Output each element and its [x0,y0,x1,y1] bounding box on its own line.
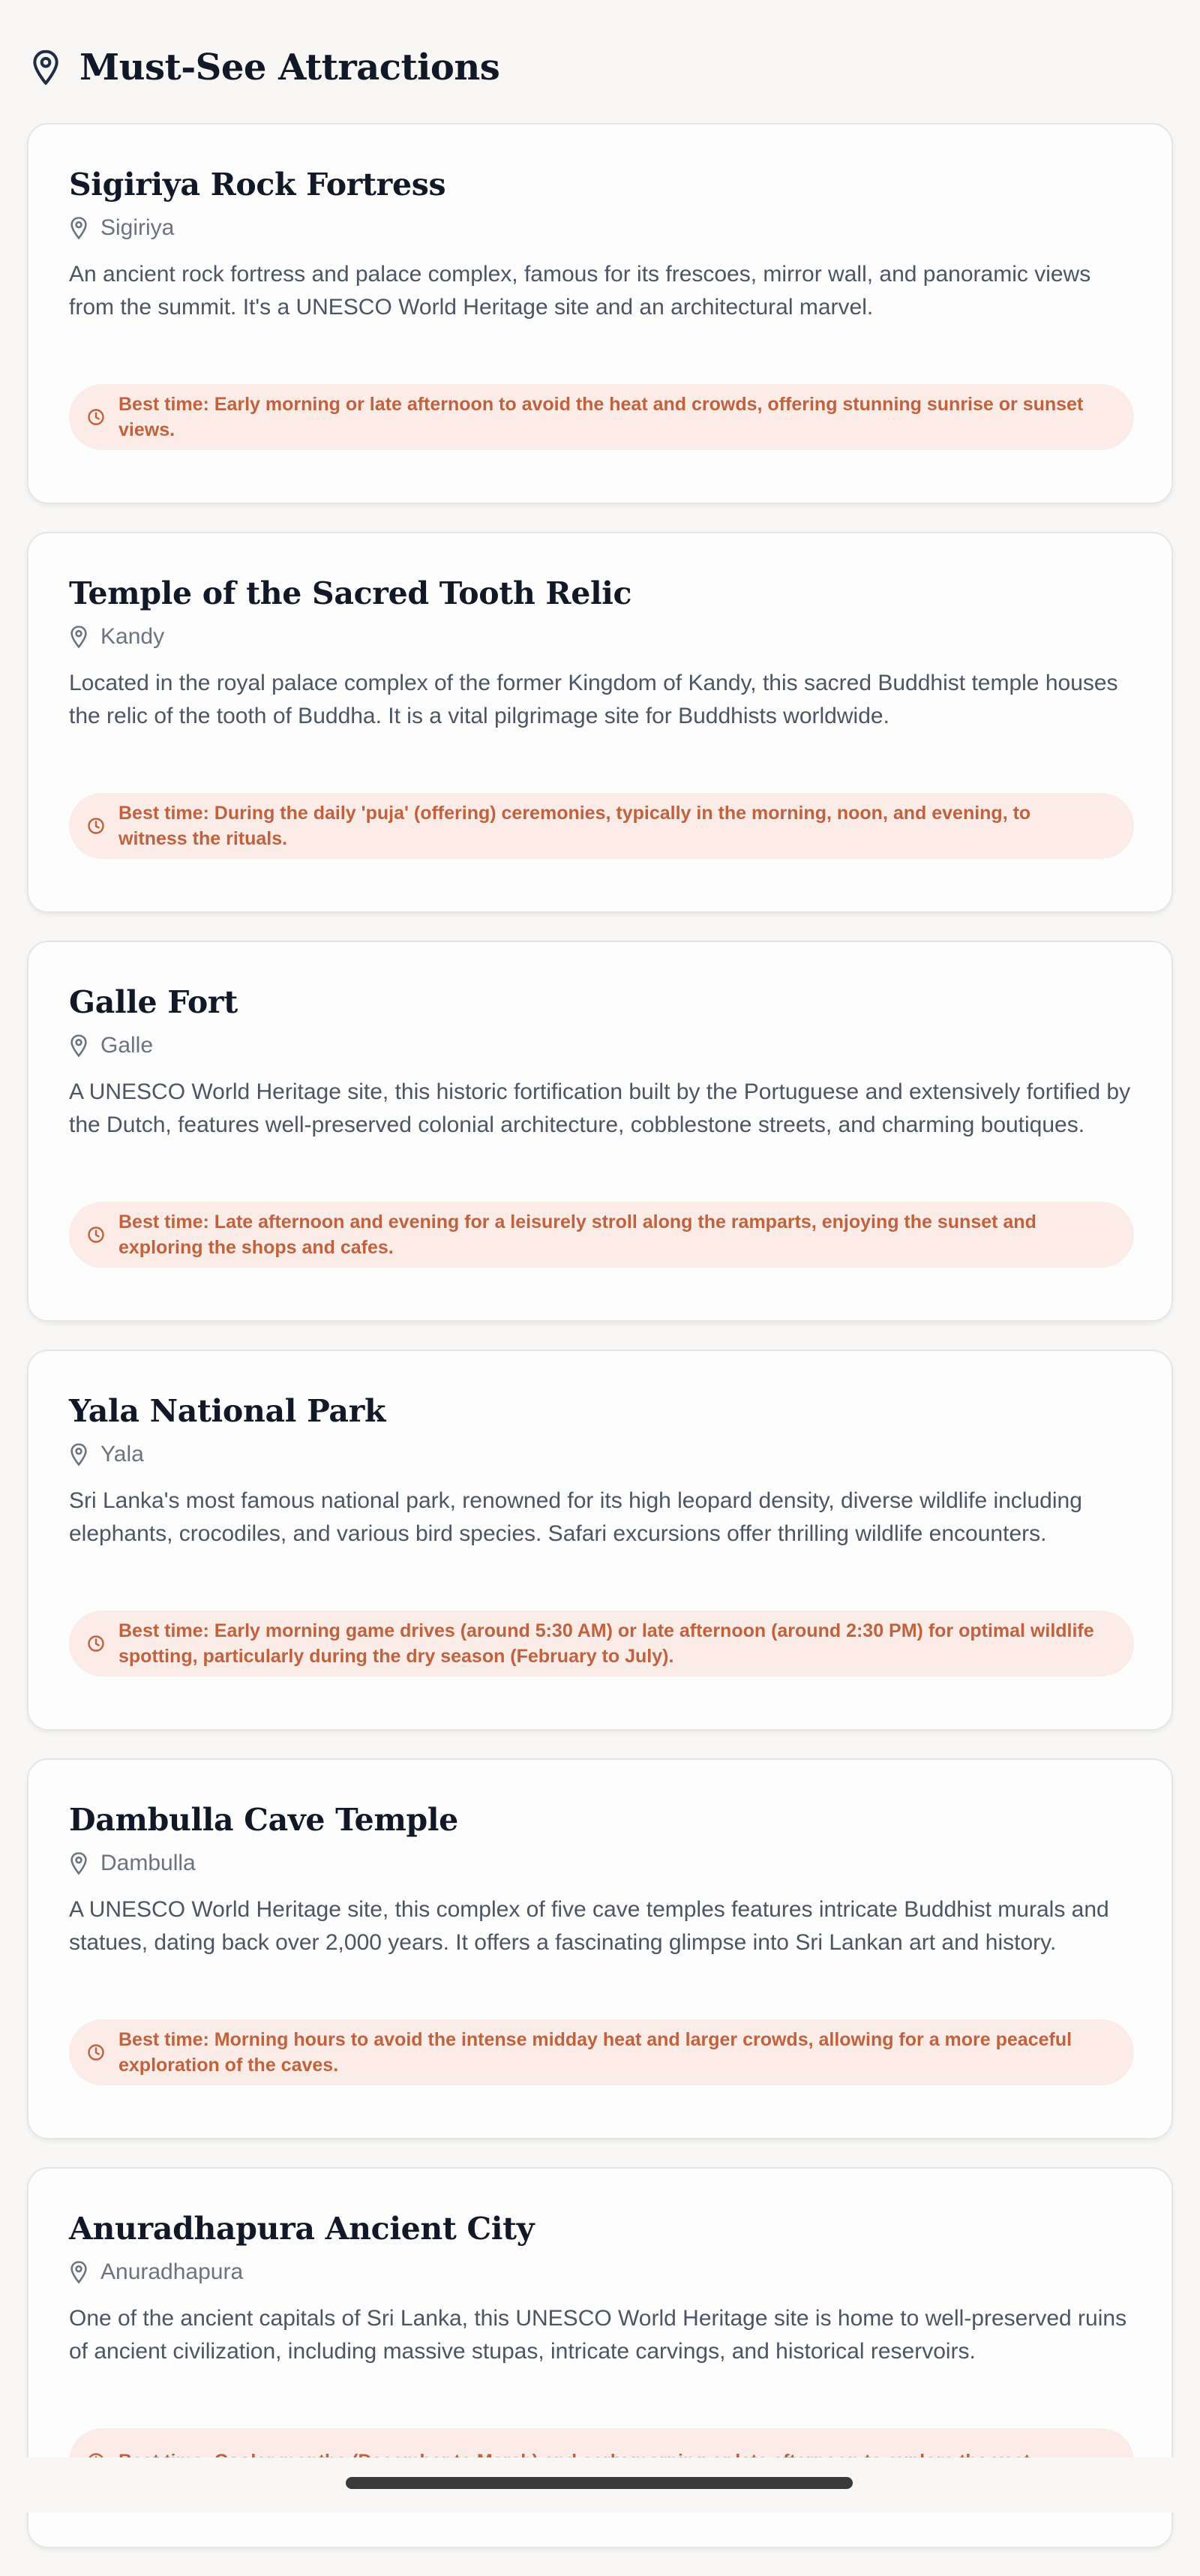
location-pin-icon [69,1442,92,1467]
best-time-badge [69,793,1134,859]
attraction-location-label: Dambulla [100,1851,196,1875]
attraction-title: Galle Fort [69,984,238,1020]
clock-icon [87,1225,106,1244]
best-time-text: Best time: Early morning game drives (around 5:30 AM) or late afternoon (around 2:30 PM) for optimal wildlife spotting, particularly during the dry season (February to July). [118,1620,1094,1667]
location-pin-icon [69,215,92,241]
attraction-location-label: Yala [100,1442,144,1467]
attraction-description: Located in the royal palace complex of the former Kingdom of Kandy, this sacred Buddhist temple houses the relic of the tooth of Buddha. It is a vital pilgrimage site for Buddhists worldwide. [69,671,1118,728]
location-pin-icon [69,624,92,650]
attraction-card[interactable] [27,1758,1173,2139]
attraction-card[interactable] [27,532,1173,913]
page-title: Must-See Attractions [80,47,500,89]
attraction-location-label: Anuradhapura [100,2259,244,2284]
location-pin-icon [69,1851,92,1876]
attraction-location [69,1029,1131,1062]
attraction-card[interactable] [27,1350,1173,1731]
attractions-list [27,123,1173,2576]
best-time-badge [69,2019,1134,2085]
best-time-text: Best time: Early morning or late afternoon to avoid the heat and crowds, offering stunning sunrise or sunset views. [118,394,1084,440]
location-pin-icon [69,1033,92,1058]
attraction-location [69,1438,1131,1471]
best-time-text: Best time: Morning hours to avoid the intense midday heat and larger crowds, allowing for a more peaceful exploration of the caves. [118,2029,1072,2076]
attraction-location [69,2256,1131,2289]
best-time-text: Best time: Late afternoon and evening for a leisurely stroll along the ramparts, enjoying the sunset and exploring the shops and cafes. [118,1211,1036,1258]
attraction-description: One of the ancient capitals of Sri Lanka, this UNESCO World Heritage site is home to well-preserved ruins of ancient civilization, including massive stupas, intricate carvings, and historical reservoirs. [69,2306,1127,2364]
attraction-title: Anuradhapura Ancient City [69,2211,535,2247]
clock-icon [87,1634,106,1653]
attraction-location [69,620,1131,653]
attraction-location [69,212,1131,245]
home-indicator[interactable] [346,2477,853,2489]
best-time-badge [69,384,1134,450]
attraction-description: An ancient rock fortress and palace complex, famous for its frescoes, mirror wall, and panoramic views from the summit. It's a UNESCO World Heritage site and an architectural marvel. [69,262,1091,320]
clock-icon [87,407,106,427]
attraction-description: A UNESCO World Heritage site, this complex of five cave temples features intricate Buddhist murals and statues, dating back over 2,000 years. It offers a fascinating glimpse into Sri Lankan art and history. [69,1897,1109,1955]
section-header [28,41,500,94]
location-pin-icon [69,2259,92,2285]
attraction-description: A UNESCO World Heritage site, this historic fortification built by the Portuguese and extensively fortified by the Dutch, features well-preserved colonial architecture, cobblestone streets, and charming boutiques. [69,1079,1131,1137]
attraction-location-label: Galle [100,1033,154,1058]
attraction-title: Yala National Park [69,1393,386,1429]
attraction-location-label: Sigiriya [100,215,175,240]
best-time-badge [69,1202,1134,1268]
best-time-badge [69,1611,1134,1677]
attraction-title: Temple of the Sacred Tooth Relic [69,575,632,611]
clock-icon [87,816,106,836]
attraction-card[interactable] [27,123,1173,504]
map-pin-icon [28,47,63,89]
best-time-text: Best time: During the daily 'puja' (offering) ceremonies, typically in the morning, noon, and evening, to witness the rituals. [118,803,1031,849]
attraction-location [69,1847,1131,1880]
attraction-title: Dambulla Cave Temple [69,1802,458,1838]
clock-icon [87,2043,106,2062]
attraction-card[interactable] [27,941,1173,1322]
attraction-description: Sri Lanka's most famous national park, renowned for its high leopard density, diverse wildlife including elephants, crocodiles, and various bird species. Safari excursions offer thrilling wildlife encounters. [69,1488,1082,1546]
attraction-title: Sigiriya Rock Fortress [69,167,446,203]
attraction-location-label: Kandy [100,624,165,649]
